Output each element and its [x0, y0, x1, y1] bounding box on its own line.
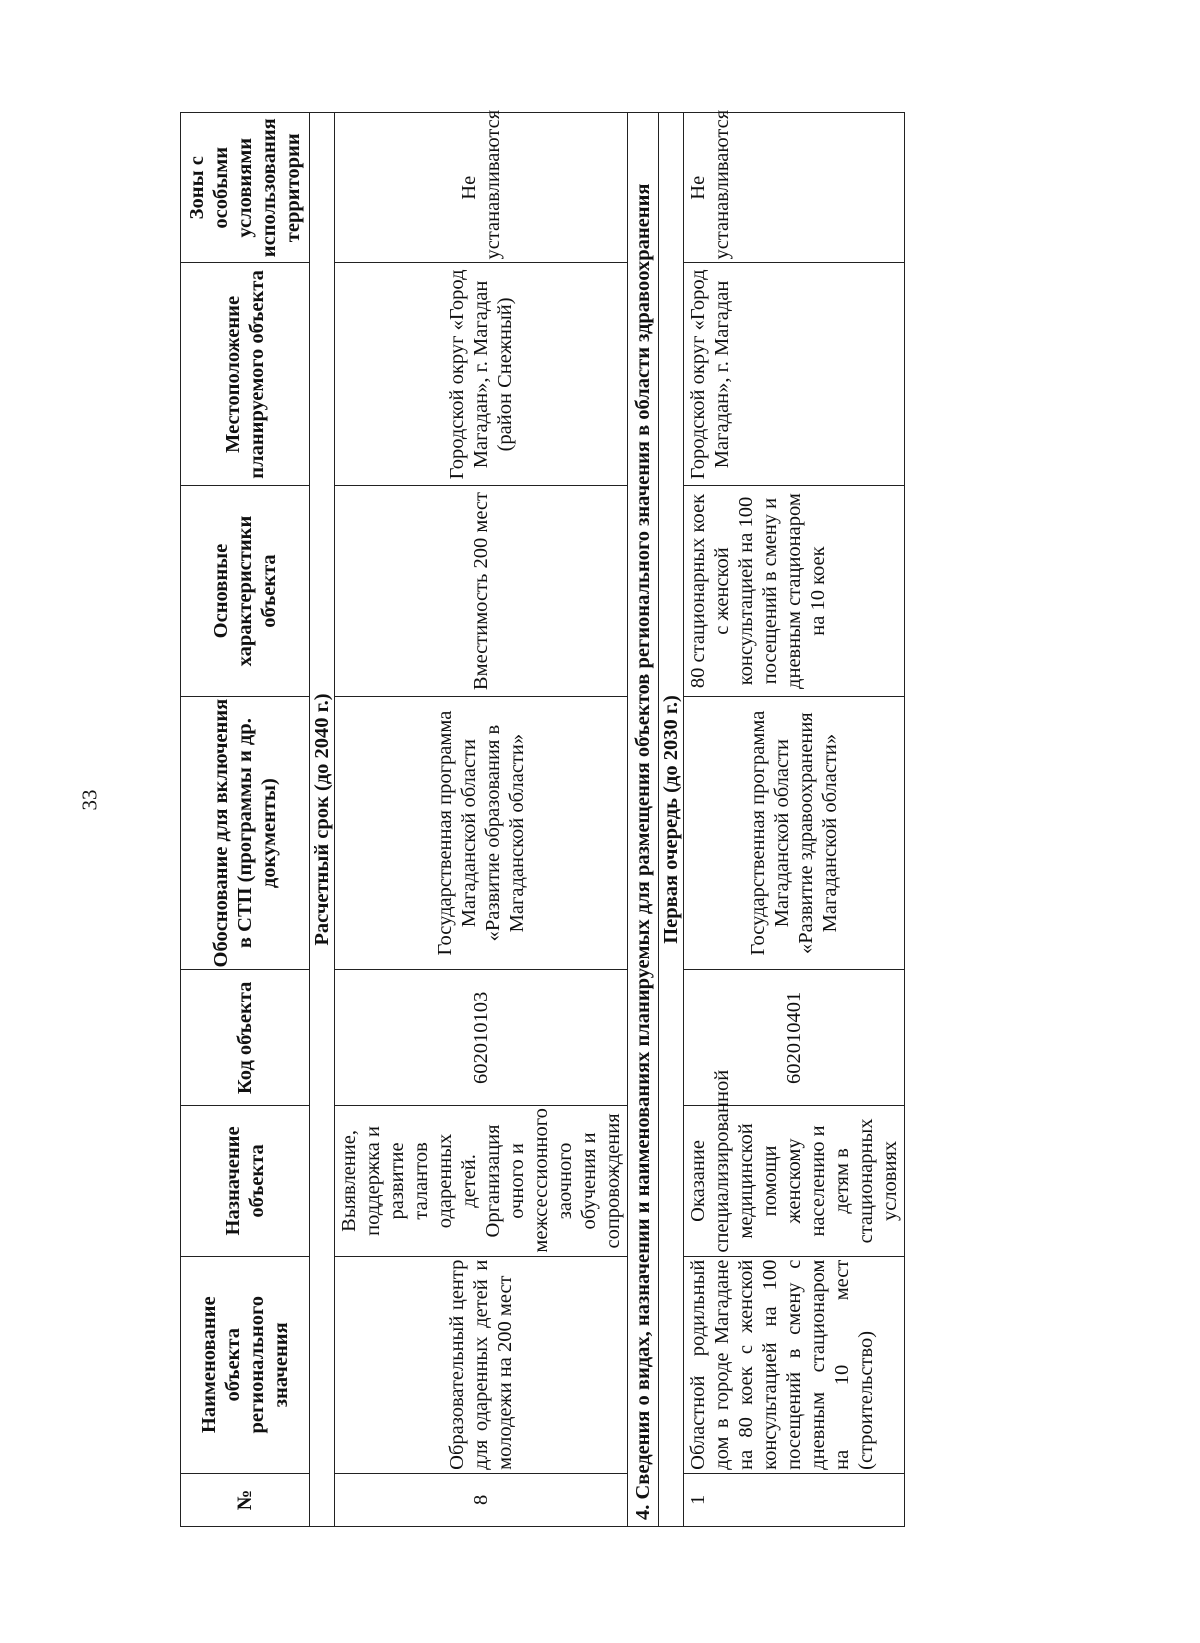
header-code: Код объекта	[181, 970, 310, 1106]
section-heading-row	[628, 113, 659, 1527]
page-number: 33	[77, 789, 102, 811]
cell-code: 602010103	[335, 970, 628, 1106]
header-row	[181, 113, 310, 1527]
objects-table	[180, 109, 905, 1527]
header-characteristics: Основные характеристики объекта	[181, 486, 310, 696]
header-basis: Обоснование для включения в СТП (программы и др. документы)	[181, 696, 310, 970]
cell-location: Городской округ «Город Магадан», г. Магадан (район Снежный)	[335, 263, 628, 486]
cell-name: Образовательный центр для одаренных детей и молодежи на 200 мест	[335, 1256, 628, 1473]
rotated-page	[180, 109, 901, 1527]
cell-zones: Не устанавливаются	[684, 113, 905, 264]
stage-row-1	[310, 113, 335, 1527]
cell-num: 8	[335, 1473, 628, 1526]
stage-row-2	[659, 113, 684, 1527]
header-zones: Зоны с особыми условиями использования территории	[181, 113, 310, 264]
header-num: №	[181, 1473, 310, 1526]
section-heading: 4. Сведения о видах, назначении и наименованиях планируемых для размещения объектов регионального значения в области здравоохранения	[628, 113, 659, 1527]
cell-code: 602010401	[684, 970, 905, 1106]
table-row-1	[684, 113, 905, 1527]
table-row-8	[335, 113, 628, 1527]
cell-name: Областной родильный дом в городе Магадане на 80 коек с женской консультацией на 100 посещений в смену с дневным стационаром на 10 мест (строительство)	[684, 1256, 905, 1473]
header-purpose: Назначение объекта	[181, 1106, 310, 1256]
stage-label-1: Расчетный срок (до 2040 г.)	[310, 113, 335, 1527]
header-location: Местоположение планируемого объекта	[181, 263, 310, 486]
cell-zones: Не устанавливаются	[335, 113, 628, 264]
cell-num: 1	[684, 1473, 905, 1526]
cell-basis: Государственная программа Магаданской области «Развитие образования в Магаданской области»	[335, 696, 628, 970]
cell-location: Городской округ «Город Магадан», г. Магадан	[684, 263, 905, 486]
cell-characteristics: Вместимость 200 мест	[335, 486, 628, 696]
stage-label-2: Первая очередь (до 2030 г.)	[659, 113, 684, 1527]
cell-characteristics: 80 стационарных коек с женской консультацией на 100 посещений в смену и дневным стационаром на 10 коек	[684, 486, 905, 696]
cell-purpose: Выявление, поддержка и развитие талантов одаренных детей. Организация очного и межсессионного заочного обучения и сопровождения	[335, 1106, 628, 1256]
cell-purpose: Оказание специализированной медицинской помощи женскому населению и детям в стационарных условиях	[684, 1106, 905, 1256]
cell-basis: Государственная программа Магаданской области «Развитие здравоохранения Магаданской области»	[684, 696, 905, 970]
header-name: Наименование объекта регионального значения	[181, 1256, 310, 1473]
